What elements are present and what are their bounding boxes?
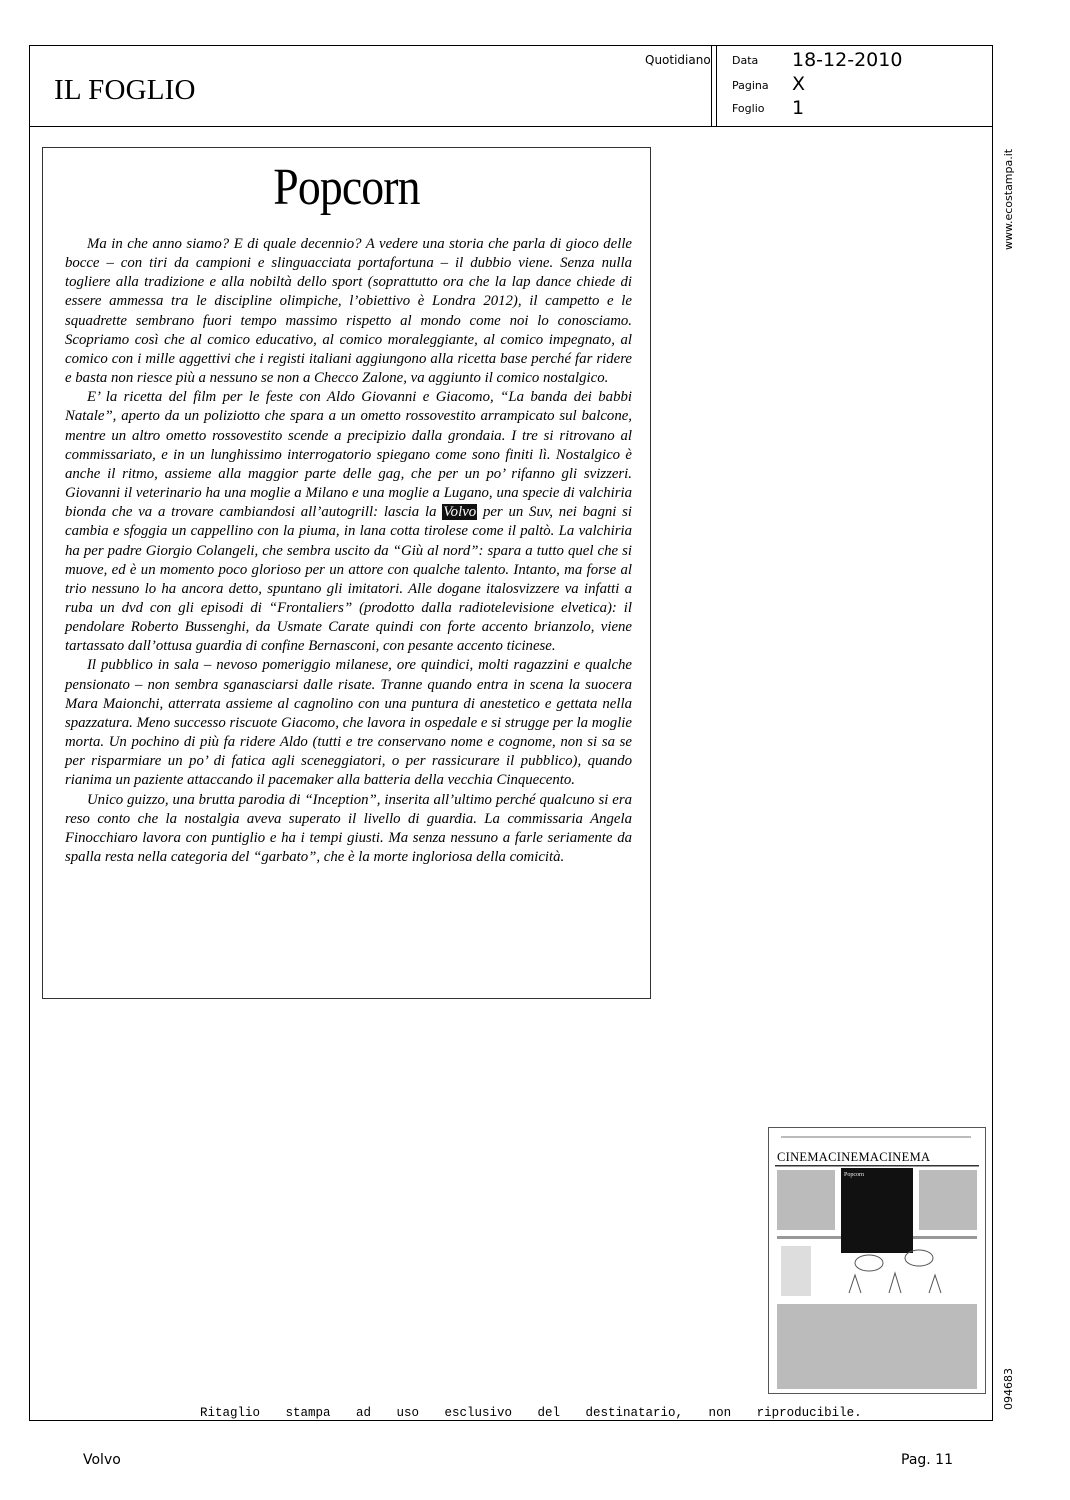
- sheet-value: 1: [792, 97, 805, 119]
- page-label: Pagina: [732, 79, 769, 92]
- article-paragraph: Unico guizzo, una brutta parodia di “Inception”, inserita all’ultimo perché qualcuno si era reso conto che la nostalgia aveva superato il livello di guardia. La commissaria Angela Finocchiaro lavora con puntiglio e ha i tempi giusti. Ma senza nessuno a farle seriamente da spalla resta nella categoria del “garbato”, che è la morte ingloriosa della comicità.: [65, 791, 632, 865]
- footer-keyword: Volvo: [83, 1452, 121, 1468]
- clipping-code: 094683: [1002, 1368, 1015, 1410]
- disclaimer: Ritaglio stampa ad uso esclusivo del destinatario, non riproducibile.: [200, 1406, 862, 1420]
- footer-page-number: Pag. 11: [901, 1452, 953, 1468]
- article-paragraph: [65, 388, 632, 656]
- paragraph-part: per un Suv, nei bagni si cambia e sfoggia un cappellino con la piuma, in lana cotta tirolese come il paltò. La valchiria ha per padre Giorgio Colangeli, che sembra uscito da “Giù al nord”: spara a tutto quel che si muove, ed è un momento poco glorioso per un attore con qualche talento. Intanto, ma forse al trio nessuno lo ha ancora detto, spuntano gli imitatori. Alle dogane italosvizzere va infatti a ruba un dvd con gli episodi di “Frontaliers” (prodotto dalla radiotelevisione elvetica): il pendolare Roberto Bussenghi, da Usmate Carate quindi con forte accento brianzolo, viene tartassato dall’ottusa guardia di confine Bernasconi, con pesante accento ticinese.: [65, 504, 633, 655]
- article-title: Popcorn: [273, 159, 420, 216]
- page-thumbnail: [768, 1127, 986, 1394]
- masthead: IL FOGLIO: [54, 74, 196, 106]
- thumbnail-inner-title: Popcorn: [844, 1172, 864, 1178]
- date-label: Data: [732, 54, 759, 67]
- publication-type: Quotidiano: [645, 53, 711, 67]
- sheet-label: Foglio: [732, 102, 765, 115]
- source-url: www.ecostampa.it: [1002, 148, 1015, 250]
- header-divider: [716, 46, 717, 126]
- thumbnail-graphic: [769, 1128, 986, 1394]
- date-value: 18-12-2010: [792, 49, 903, 71]
- highlighted-keyword: Volvo: [443, 504, 477, 521]
- article-paragraph: Il pubblico in sala – nevoso pomeriggio milanese, ore quindici, molti ragazzini e qualche pensionato – non sembra sganasciarsi dalle risate. Tranne quando entra in scena la suocera Mara Maionchi, atterrata assieme al cagnolino con una puntura di anestetico e gettata nella spazzatura. Meno successo riscuote Giacomo, che lavora in ospedale e si strugge per la moglie morta. Un pochino di più fa ridere Aldo (tutti e tre conservano nome e cognome, non si sa se per risparmiare un po’ di fatica agli sceneggiatori, o per rassicurare il pubblico), quando rianima un paziente attaccando il pacemaker alla batteria della vecchia Cinquecento.: [65, 657, 632, 789]
- article-box: [42, 147, 651, 999]
- paragraph-part: E’ la ricetta del film per le feste con Aldo Giovanni e Giacomo, “La banda dei babbi Natale”, aperto da un poliziotto che spara a un ometto rossovestito arrampicato sul balcone, mentre un altro ometto rossovestito scende a precipizio dalla grondaia. I tre si ritrovano al commissariato, e in un lunghissimo interrogatorio spiegano come sono finiti lì. Nostalgico è anche il ritmo, assieme alla maggior parte delle gag, che per un po’ rifanno gli svizzeri. Giovanni il veterinario ha una moglie a Milano e una moglie a Lugano, una specie di valchiria bionda che va a trovare cambiandosi all’autogrill: lascia la: [65, 389, 632, 521]
- article-body: [65, 235, 632, 867]
- page-value: X: [792, 73, 806, 95]
- header-divider: [711, 46, 712, 126]
- article-paragraph: Ma in che anno siamo? E di quale decennio? A vedere una storia che parla di gioco delle bocce – con tiri da campioni e slinguacciata portafortuna – il dubbio viene. Senza nulla togliere alla tradizione e alla nobiltà dello sport (soprattutto ora che la lap dance chiede di essere ammessa tra le discipline olimpiche, l’obiettivo è Londra 2012), il campetto e le squadrette sembrano fuori tempo massimo rispetto al mondo come noi lo conosciamo. Scopriamo così che al comico educativo, al comico moraleggiante, al comico impegnato, al comico con i mille aggettivi che i registi italiani aggiungono alla ricetta base perché far ridere e basta non riesce più a nessuno se non a Checco Zalone, va aggiunto il comico nostalgico.: [65, 236, 632, 387]
- thumbnail-section-title: CINEMACINEMACINEMA: [777, 1150, 931, 1164]
